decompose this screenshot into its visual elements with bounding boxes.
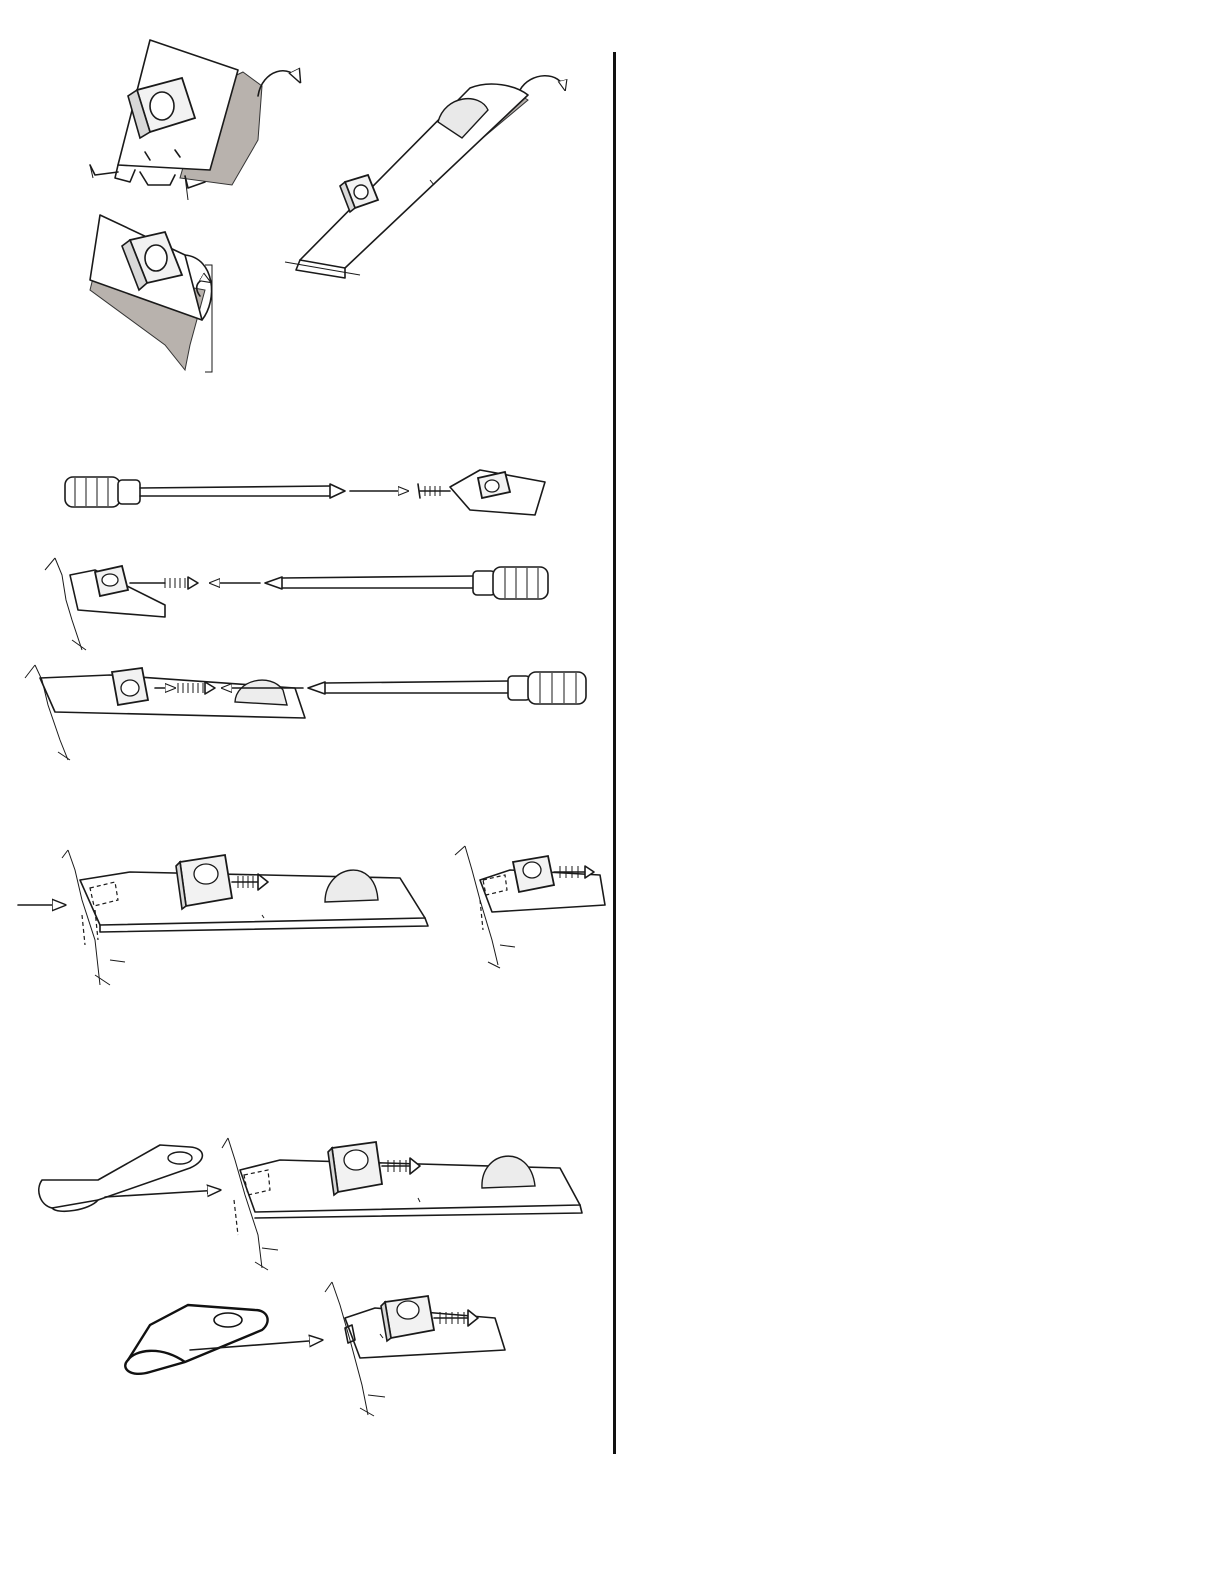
small-mount-peel-bottom [90,215,212,372]
long-mount-peel [285,76,565,278]
screwdriver-row-a [65,470,545,515]
blank-right-column [630,52,1190,1454]
step-3-insert-tab [18,846,605,985]
screwdriver-row-c [25,665,586,760]
step-1-peel-backing [90,40,565,372]
column-divider [613,52,616,1454]
long-plate-inserted [18,850,428,985]
short-plate-inserted [455,846,605,968]
step-2-drive-screws [25,470,586,760]
screwdriver-row-b [45,558,548,650]
step-4-attach-clip [39,1138,582,1416]
clip-to-long-plate [39,1138,582,1270]
clip-to-short-plate [125,1282,505,1416]
small-mount-peel-top [90,40,300,200]
